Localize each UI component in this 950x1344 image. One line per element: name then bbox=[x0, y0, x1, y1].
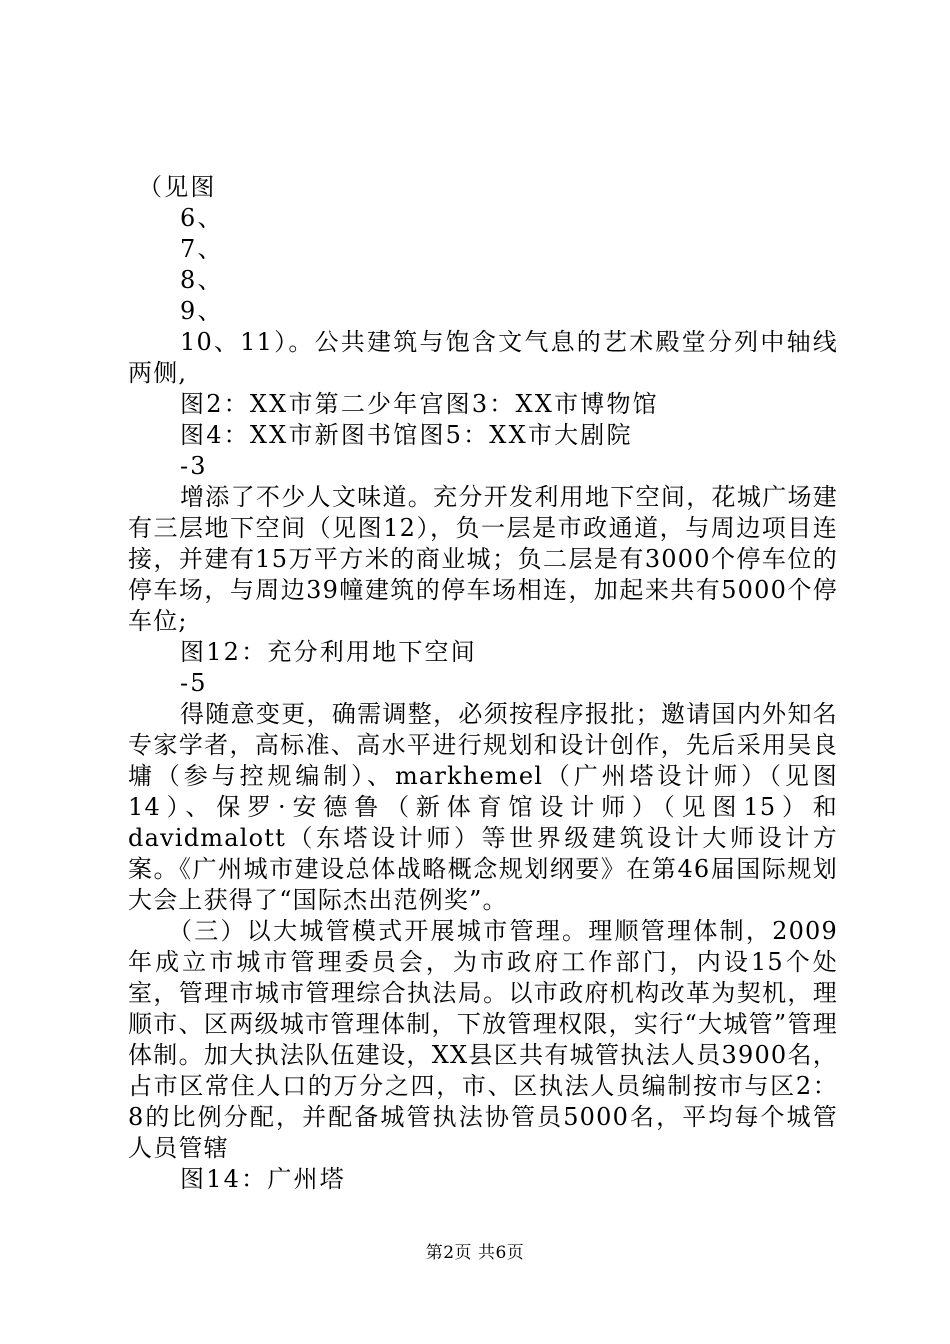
figure-caption: 图14：广州塔 bbox=[180, 1165, 346, 1193]
list-item: 7、 bbox=[180, 235, 224, 263]
paragraph: 得随意变更，确需调整，必须按程序报批；邀请国内外知名专家学者，高标准、高水平进行规划和设计创作，先后采用吴良墉（参与控规编制）、markhemel（广州塔设计师）（见图14）、保罗·安德鲁（新体育馆设计师）（见图15）和davidmalott（东塔设计师）等世界级建筑设计大师设计方案。《广州城市建设总体战略概念规划纲要》在第46届国际规划大会上获得了“国际杰出范例奖”。 bbox=[128, 700, 838, 914]
page-marker: -5 bbox=[180, 669, 208, 697]
page-footer: 第2页 共6页 bbox=[425, 1243, 525, 1263]
text-line: （见图 bbox=[138, 173, 217, 201]
paragraph: （三）以大城管模式开展城市管理。理顺管理体制，2009年成立市城市管理委员会，为市政府工作部门，内设15个处室，管理市城市管理综合执法局。以市政府机构改革为契机，理顺市、区两级城市管理体制，下放管理权限，实行“大城管”管理体制。加大执法队伍建设，XX县区共有城管执法人员3900名，占市区常住人口的万分之四，市、区执法人员编制按市与区2：8的比例分配，并配备城管执法协管员5000名，平均每个城管人员管辖 bbox=[128, 917, 838, 1162]
figure-caption: 图2：XX市第二少年宫图3：XX市博物馆 bbox=[180, 390, 659, 418]
figure-caption: 图12：充分利用地下空间 bbox=[180, 638, 477, 666]
figure-caption: 图4：XX市新图书馆图5：XX市大剧院 bbox=[180, 421, 633, 449]
document-body bbox=[128, 172, 838, 1195]
paragraph: 10、11）。公共建筑与饱含文气息的艺术殿堂分列中轴线两侧, bbox=[128, 328, 838, 387]
page-marker: -3 bbox=[180, 452, 208, 480]
list-item: 9、 bbox=[180, 297, 224, 325]
list-item: 6、 bbox=[180, 204, 224, 232]
list-item: 8、 bbox=[180, 266, 224, 294]
paragraph: 增添了不少人文味道。充分开发利用地下空间，花城广场建有三层地下空间（见图12），负一层是市政通道，与周边项目连接，并建有15万平方米的商业城；负二层是有3000个停车位的停车场，与周边39幢建筑的停车场相连，加起来共有5000个停车位; bbox=[128, 483, 838, 635]
